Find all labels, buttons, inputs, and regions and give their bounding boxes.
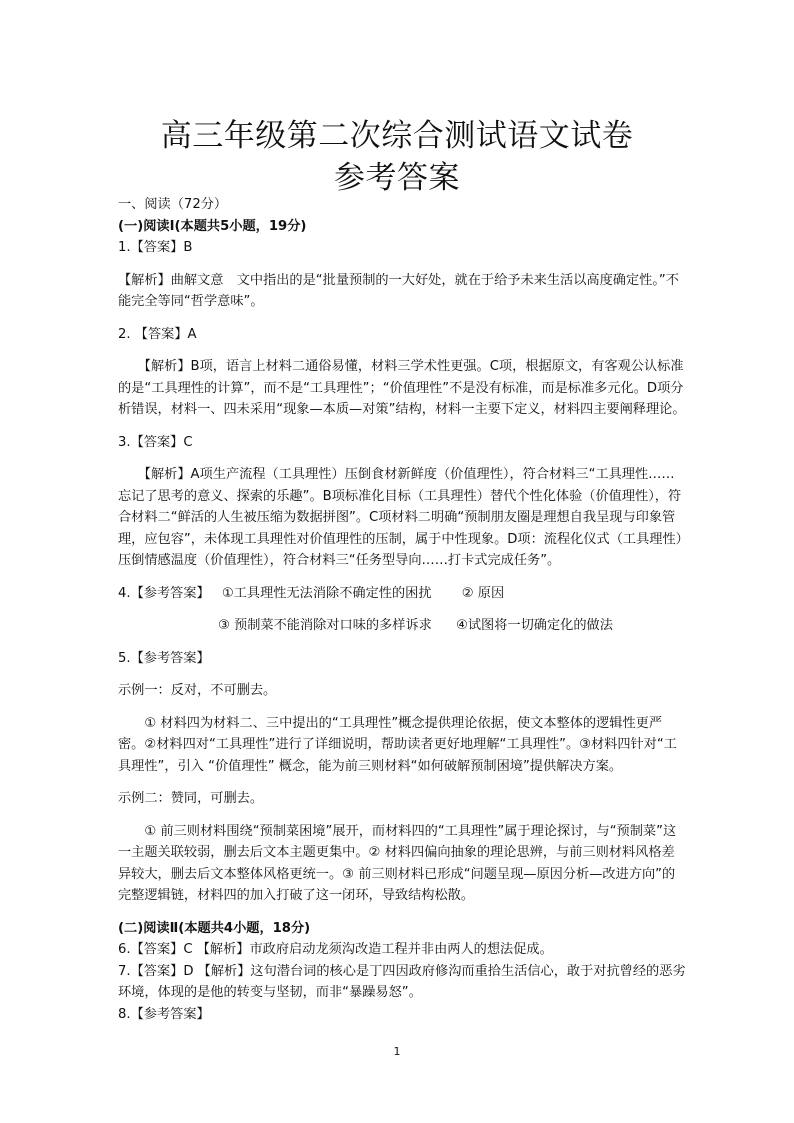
q4-row1 bbox=[118, 583, 686, 605]
q5-example1-head: 示例一：反对，不可删去。 bbox=[118, 683, 277, 698]
document-subtitle: 参考答案 bbox=[334, 160, 460, 196]
q4-item4: ④试图将一切确定化的做法 bbox=[456, 618, 613, 633]
q1-answer: 1.【答案】B bbox=[118, 240, 193, 255]
q6-answer: 6.【答案】C 【解析】市政府启动龙须沟改造工程并非由两人的想法促成。 bbox=[118, 942, 553, 957]
q2-analysis: 【解析】B项，语言上材料二通俗易懂，材料三学术性更强。C项，根据原文，有客观公认标准的是“工具理性的计算”，而不是“工具理性”；“价值理性”不是没有标准，而是标准多元化。D项分析错误，材料一、四未采用“现象—本质—对策”结构，材料一主要下定义，材料四主要阐释理论。 bbox=[118, 359, 686, 417]
q1-analysis: 【解析】曲解文意 文中指出的是“批量预制的一大好处，就在于给予未来生活以高度确定性。”不能完全等同“哲学意味”。 bbox=[118, 272, 679, 309]
q5-example2-head: 示例二：赞同，可删去。 bbox=[118, 791, 264, 806]
q2-answer: 2. 【答案】A bbox=[118, 326, 197, 342]
q4-item1: ①工具理性无法消除不确定性的困扰 bbox=[221, 585, 432, 601]
q4-label: 4.【参考答案】 bbox=[118, 585, 210, 601]
part1-heading: (一)阅读Ⅰ(本题共5小题，19分) bbox=[118, 218, 307, 234]
answer-content bbox=[118, 194, 686, 1025]
q4-item2: ② 原因 bbox=[461, 585, 505, 601]
q5-example1-body: ① 材料四为材料二、三中提出的“工具理性”概念提供理论依据，使文本整体的逻辑性更严密。②材料四对“工具理性”进行了详细说明，帮助读者更好地理解“工具理性”。③材料四针对“工具理性”，引入 “价值理性” 概念，能为前三则材料“如何破解预制困境”提供解决方案。 bbox=[118, 715, 677, 774]
q4-row2 bbox=[118, 615, 686, 637]
part2-heading: (二)阅读Ⅱ(本题共4小题，18分) bbox=[118, 920, 311, 936]
q3-answer: 3.【答案】C bbox=[118, 434, 193, 450]
page-number: 1 bbox=[393, 1045, 401, 1058]
q5-example2-body: ① 前三则材料围绕“预制菜困境”展开，而材料四的“工具理性”属于理论探讨，与“预制菜”这一主题关联较弱，删去后文本主题更集中。② 材料四偏向抽象的理论思辨，与前三则材料风格差异较大，删去后文本整体风格更统一。③ 前三则材料已形成“问题呈现—原因分析—改进方向”的完整逻辑链，材料四的加入打破了这一闭环，导致结构松散。 bbox=[118, 823, 677, 903]
q3-analysis: 【解析】A项生产流程（工具理性）压倒食材新鲜度（价值理性），符合材料三“工具理性……忘记了思考的意义、探索的乐趣”。B项标准化目标（工具理性）替代个性化体验（价值理性），符合材料二“鲜活的人生被压缩为数据拼图”。C项材料二明确“预制朋友圈是理想自我呈现与印象管理，应包容”，未体现工具理性对价值理性的压制，属于中性现象。D项：流程化仪式（工具理性）压倒情感温度（价值理性），符合材料三“任务型导向……打卡式完成任务”。 bbox=[118, 467, 683, 568]
document-title: 高三年级第二次综合测试语文试卷 bbox=[160, 118, 634, 154]
section-heading: 一、阅读（72分） bbox=[118, 197, 228, 212]
q8-label: 8.【参考答案】 bbox=[118, 1006, 210, 1022]
q7-answer: 7.【答案】D 【解析】这句潜台词的核心是丁四因政府修沟而重拾生活信心，敢于对抗曾经的恶劣环境，体现的是他的转变与坚韧，而非“暴躁易怒”。 bbox=[118, 963, 686, 1000]
q4-item3: ③ 预制菜不能消除对口味的多样诉求 bbox=[218, 618, 432, 633]
q5-label: 5.【参考答案】 bbox=[118, 650, 210, 666]
